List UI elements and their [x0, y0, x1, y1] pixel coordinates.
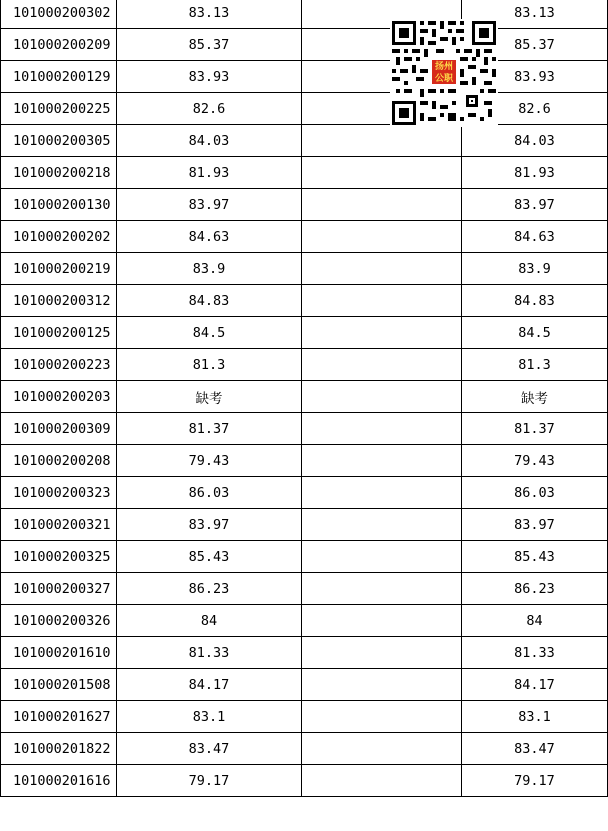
blank-cell: [302, 125, 462, 157]
score-cell: 83.93: [117, 61, 302, 93]
score-cell: 84.03: [117, 125, 302, 157]
final-score-cell: 84.83: [462, 285, 608, 317]
final-score-cell: 81.93: [462, 157, 608, 189]
final-score-cell: 缺考: [462, 381, 608, 413]
final-score-cell: 81.3: [462, 349, 608, 381]
score-cell: 84.17: [117, 669, 302, 701]
blank-cell: [302, 253, 462, 285]
score-cell: 86.03: [117, 477, 302, 509]
candidate-id-cell: 101000200130: [1, 189, 117, 221]
final-score-cell: 83.13: [462, 0, 608, 29]
table-row: [1, 669, 608, 701]
candidate-id-cell: 101000200202: [1, 221, 117, 253]
candidate-id-cell: 101000200325: [1, 541, 117, 573]
qr-badge-line1: 扬州: [434, 62, 453, 72]
blank-cell: [302, 573, 462, 605]
qr-code-icon: [390, 19, 498, 127]
blank-cell: [302, 765, 462, 797]
table-row: [1, 733, 608, 765]
blank-cell: [302, 445, 462, 477]
score-cell: 83.97: [117, 189, 302, 221]
final-score-cell: 83.93: [462, 61, 608, 93]
table-row: [1, 285, 608, 317]
table-row: [1, 445, 608, 477]
final-score-cell: 84.03: [462, 125, 608, 157]
final-score-cell: 81.33: [462, 637, 608, 669]
table-row: [1, 605, 608, 637]
table-row: [1, 157, 608, 189]
blank-cell: [302, 637, 462, 669]
blank-cell: [302, 413, 462, 445]
final-score-cell: 83.47: [462, 733, 608, 765]
score-table-body: [1, 0, 608, 797]
candidate-id-cell: 101000200125: [1, 317, 117, 349]
blank-cell: [302, 477, 462, 509]
candidate-id-cell: 101000200321: [1, 509, 117, 541]
score-cell: 85.37: [117, 29, 302, 61]
score-cell: 84.63: [117, 221, 302, 253]
candidate-id-cell: 101000200219: [1, 253, 117, 285]
final-score-cell: 84: [462, 605, 608, 637]
final-score-cell: 85.37: [462, 29, 608, 61]
final-score-cell: 86.23: [462, 573, 608, 605]
score-cell: 79.43: [117, 445, 302, 477]
final-score-cell: 83.97: [462, 189, 608, 221]
score-cell: 81.37: [117, 413, 302, 445]
candidate-id-cell: 101000200309: [1, 413, 117, 445]
table-row: [1, 765, 608, 797]
final-score-cell: 84.17: [462, 669, 608, 701]
candidate-id-cell: 101000201822: [1, 733, 117, 765]
final-score-cell: 79.43: [462, 445, 608, 477]
table-row: [1, 253, 608, 285]
table-row: [1, 573, 608, 605]
table-row: [1, 413, 608, 445]
table-row: [1, 0, 608, 29]
table-row: [1, 61, 608, 93]
blank-cell: [302, 317, 462, 349]
final-score-cell: 84.63: [462, 221, 608, 253]
candidate-id-cell: 101000201508: [1, 669, 117, 701]
score-cell: 83.13: [117, 0, 302, 29]
qr-badge: [431, 59, 457, 85]
score-cell: 84.5: [117, 317, 302, 349]
score-cell: 81.33: [117, 637, 302, 669]
table-row: [1, 701, 608, 733]
final-score-cell: 83.1: [462, 701, 608, 733]
final-score-cell: 79.17: [462, 765, 608, 797]
score-cell: 84.83: [117, 285, 302, 317]
score-cell: 83.1: [117, 701, 302, 733]
blank-cell: [302, 381, 462, 413]
score-cell: 86.23: [117, 573, 302, 605]
table-row: [1, 637, 608, 669]
blank-cell: [302, 605, 462, 637]
candidate-id-cell: 101000200327: [1, 573, 117, 605]
candidate-id-cell: 101000200203: [1, 381, 117, 413]
table-row: [1, 29, 608, 61]
blank-cell: [302, 349, 462, 381]
table-row: [1, 541, 608, 573]
blank-cell: [302, 733, 462, 765]
final-score-cell: 81.37: [462, 413, 608, 445]
table-row: [1, 93, 608, 125]
final-score-cell: 83.97: [462, 509, 608, 541]
score-cell: 85.43: [117, 541, 302, 573]
table-row: [1, 477, 608, 509]
candidate-id-cell: 101000201616: [1, 765, 117, 797]
final-score-cell: 86.03: [462, 477, 608, 509]
blank-cell: [302, 541, 462, 573]
candidate-id-cell: 101000200312: [1, 285, 117, 317]
score-cell: 83.47: [117, 733, 302, 765]
candidate-id-cell: 101000200209: [1, 29, 117, 61]
table-row: [1, 317, 608, 349]
blank-cell: [302, 701, 462, 733]
candidate-id-cell: 101000200302: [1, 0, 117, 29]
blank-cell: [302, 509, 462, 541]
score-cell: 79.17: [117, 765, 302, 797]
final-score-cell: 84.5: [462, 317, 608, 349]
table-row: [1, 189, 608, 221]
candidate-id-cell: 101000201627: [1, 701, 117, 733]
score-cell: 81.3: [117, 349, 302, 381]
table-row: [1, 381, 608, 413]
blank-cell: [302, 157, 462, 189]
candidate-id-cell: 101000200225: [1, 93, 117, 125]
score-cell: 83.97: [117, 509, 302, 541]
blank-cell: [302, 189, 462, 221]
candidate-id-cell: 101000200326: [1, 605, 117, 637]
final-score-cell: 83.9: [462, 253, 608, 285]
score-cell: 81.93: [117, 157, 302, 189]
candidate-id-cell: 101000201610: [1, 637, 117, 669]
score-cell: 82.6: [117, 93, 302, 125]
candidate-id-cell: 101000200208: [1, 445, 117, 477]
table-row: [1, 509, 608, 541]
blank-cell: [302, 669, 462, 701]
score-cell: 缺考: [117, 381, 302, 413]
final-score-cell: 85.43: [462, 541, 608, 573]
score-cell: 83.9: [117, 253, 302, 285]
candidate-id-cell: 101000200323: [1, 477, 117, 509]
table-row: [1, 125, 608, 157]
final-score-cell: 82.6: [462, 93, 608, 125]
table-row: [1, 349, 608, 381]
candidate-id-cell: 101000200305: [1, 125, 117, 157]
candidate-id-cell: 101000200223: [1, 349, 117, 381]
table-row: [1, 221, 608, 253]
candidate-id-cell: 101000200129: [1, 61, 117, 93]
candidate-id-cell: 101000200218: [1, 157, 117, 189]
qr-badge-line2: 公职: [434, 74, 453, 84]
score-cell: 84: [117, 605, 302, 637]
blank-cell: [302, 221, 462, 253]
blank-cell: [302, 285, 462, 317]
